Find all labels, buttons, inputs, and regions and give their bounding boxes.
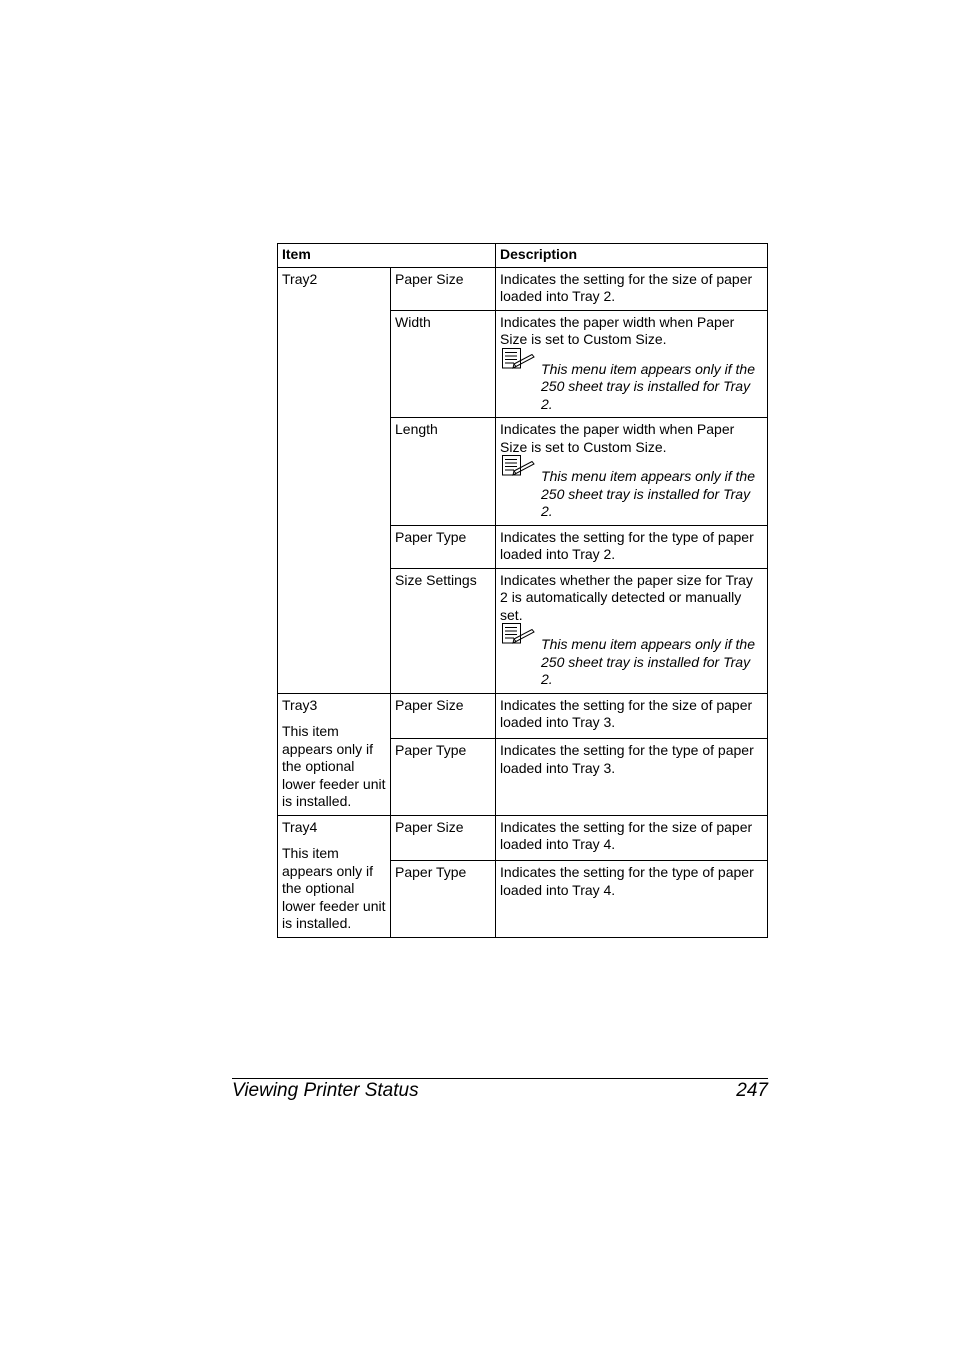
setting-cell: Paper Type — [391, 739, 496, 815]
setting-cell: Paper Type — [391, 525, 496, 568]
tray3-label: Tray3 — [282, 696, 318, 713]
description-cell — [496, 418, 768, 526]
note-text: This menu item appears only if the 250 sheet tray is installed for Tray 2. — [541, 360, 756, 412]
description-text: Indicates the paper width when Paper Size is set to Custom Size. — [500, 421, 735, 455]
footer-divider — [232, 1078, 768, 1079]
settings-table — [277, 243, 768, 938]
tray2-label: Tray2 — [282, 270, 318, 287]
setting-cell: Paper Size — [391, 267, 496, 310]
setting-cell: Length — [391, 418, 496, 526]
description-cell: Indicates the setting for the size of paper loaded into Tray 3. — [496, 693, 768, 739]
note — [500, 361, 763, 414]
note-pencil-icon — [501, 622, 535, 644]
note — [500, 636, 763, 689]
table-row — [278, 267, 768, 310]
setting-cell: Paper Size — [391, 815, 496, 861]
description-cell: Indicates the setting for the size of paper loaded into Tray 4. — [496, 815, 768, 861]
note-text: This menu item appears only if the 250 sheet tray is installed for Tray 2. — [541, 636, 756, 687]
setting-cell: Size Settings — [391, 568, 496, 693]
header-description: Description — [496, 244, 768, 268]
description-text: Indicates whether the paper size for Tray 2 is automatically detected or manually set. — [500, 571, 753, 623]
note-pencil-icon — [501, 454, 535, 476]
header-item: Item — [278, 244, 496, 268]
description-cell: Indicates the setting for the type of paper loaded into Tray 4. — [496, 861, 768, 937]
tray2-cell — [278, 267, 391, 693]
footer-section-title: Viewing Printer Status — [232, 1080, 419, 1101]
tray4-cell — [278, 815, 391, 937]
setting-cell: Paper Size — [391, 693, 496, 739]
description-cell — [496, 568, 768, 693]
tray3-condition: This item appears only if the optional lower feeder unit is installed. — [282, 723, 386, 809]
description-cell: Indicates the setting for the type of paper loaded into Tray 2. — [496, 525, 768, 568]
description-cell: Indicates the setting for the type of paper loaded into Tray 3. — [496, 739, 768, 815]
table-row — [278, 693, 768, 739]
tray4-condition: This item appears only if the optional lower feeder unit is installed. — [282, 845, 386, 931]
table-header-row — [278, 244, 768, 268]
note-text: This menu item appears only if the 250 sheet tray is installed for Tray 2. — [541, 468, 756, 519]
setting-cell: Width — [391, 310, 496, 418]
tray4-label: Tray4 — [282, 818, 318, 835]
description-cell: Indicates the setting for the size of paper loaded into Tray 2. — [496, 267, 768, 310]
setting-cell: Paper Type — [391, 861, 496, 937]
note-pencil-icon — [501, 347, 535, 369]
table-row — [278, 815, 768, 861]
footer-page-number: 247 — [736, 1080, 768, 1101]
tray3-cell — [278, 693, 391, 815]
description-text: Indicates the paper width when Paper Size is set to Custom Size. — [500, 313, 735, 347]
note — [500, 468, 763, 521]
description-cell — [496, 310, 768, 418]
